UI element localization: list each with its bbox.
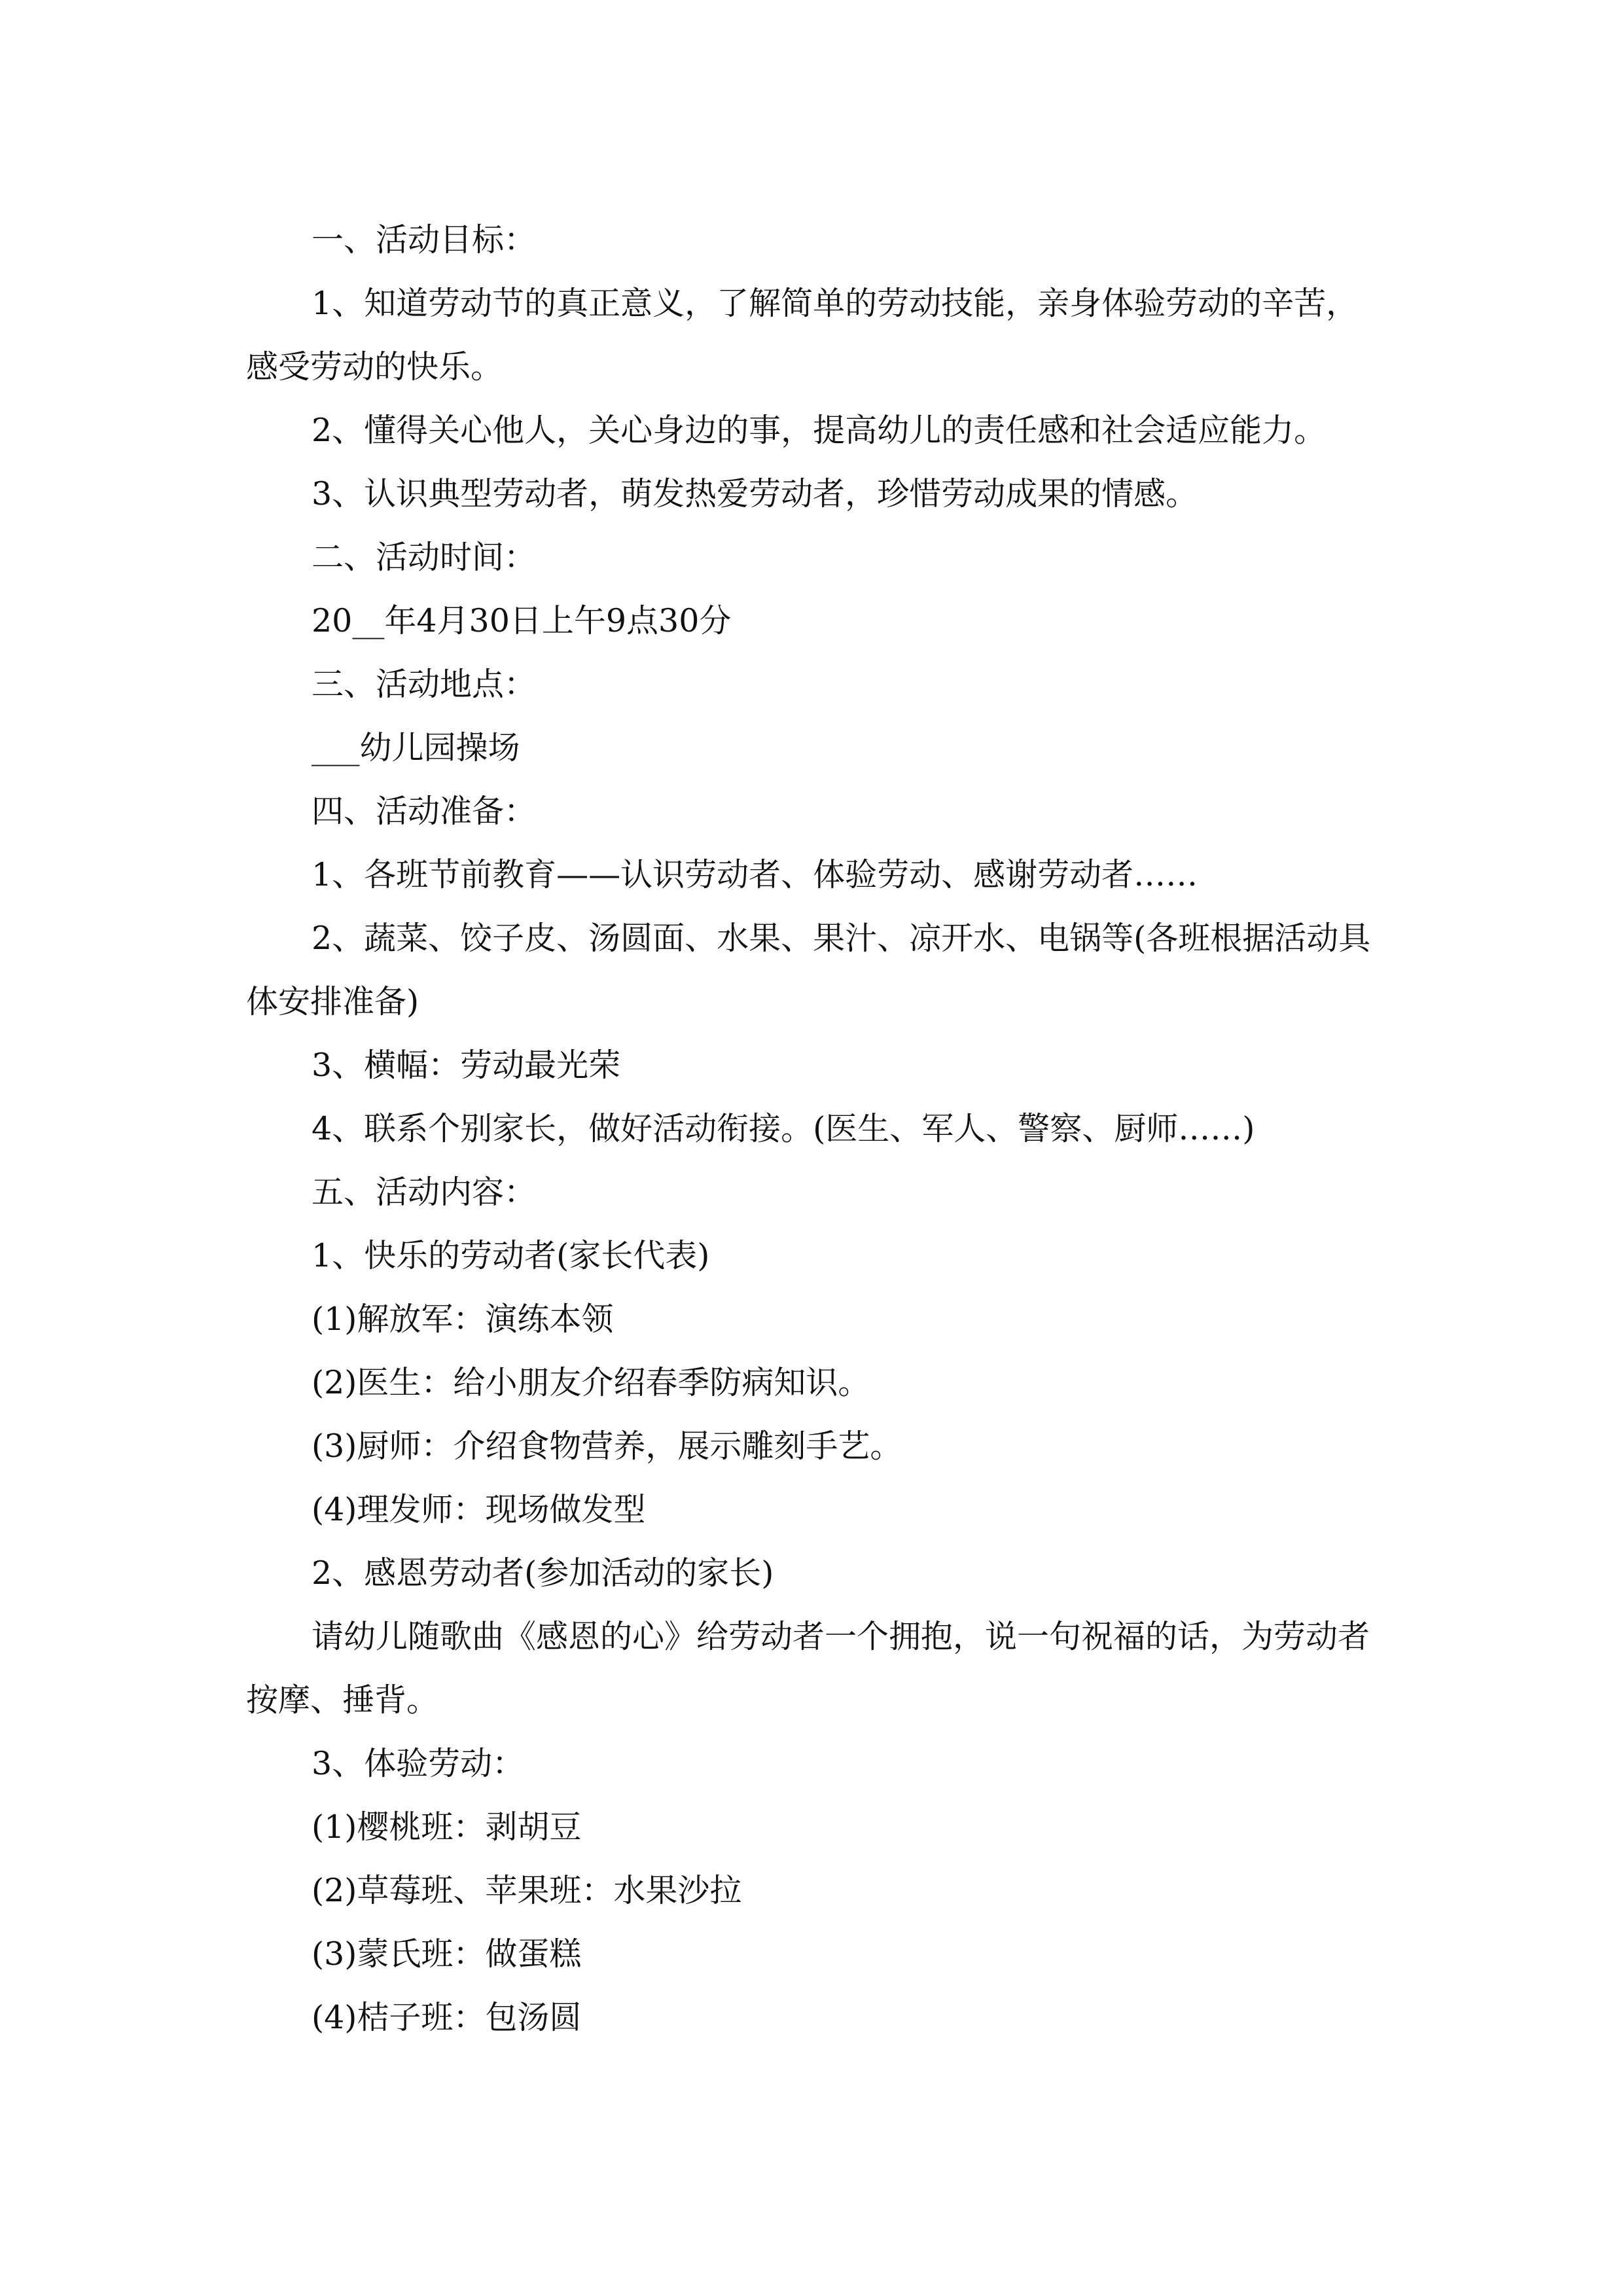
goal-item-2: 2、懂得关心他人，关心身边的事，提高幼儿的责任感和社会适应能力。 (312, 412, 1327, 449)
content-subitem-3-3: (3)蒙氏班：做蛋糕 (312, 1935, 582, 1973)
goal-item-1: 1、知道劳动节的真正意义，了解简单的劳动技能，亲身体验劳动的辛苦，感受劳动的快乐。 (246, 285, 1359, 386)
document-body (246, 208, 1385, 2049)
content-subitem-3-2: (2)草莓班、苹果班：水果沙拉 (312, 1872, 742, 1909)
content-subitem-1-3: (3)厨师：介绍食物营养，展示雕刻手艺。 (312, 1427, 902, 1465)
preparation-item-4: 4、联系个别家长，做好活动衔接。(医生、军人、警察、厨师……) (312, 1110, 1255, 1147)
activity-time: 20__年4月30日上午9点30分 (312, 602, 732, 639)
section-heading-goals: 一、活动目标： (312, 221, 537, 259)
section-heading-preparation: 四、活动准备： (312, 793, 537, 830)
preparation-item-1: 1、各班节前教育——认识劳动者、体验劳动、感谢劳动者…… (312, 856, 1198, 893)
preparation-item-3: 3、横幅：劳动最光荣 (312, 1047, 621, 1084)
activity-location: ___幼儿园操场 (312, 729, 520, 766)
section-heading-time: 二、活动时间： (312, 539, 537, 576)
content-subitem-1-4: (4)理发师：现场做发型 (312, 1491, 646, 1528)
section-heading-content: 五、活动内容： (312, 1174, 537, 1211)
goal-item-3: 3、认识典型劳动者，萌发热爱劳动者，珍惜劳动成果的情感。 (312, 475, 1198, 512)
content-subitem-1-1: (1)解放军：演练本领 (312, 1300, 614, 1338)
section-heading-location: 三、活动地点： (312, 666, 537, 703)
content-subitem-1-2: (2)医生：给小朋友介绍春季防病知识。 (312, 1364, 870, 1401)
preparation-item-2: 2、蔬菜、饺子皮、汤圆面、水果、果汁、凉开水、电锅等(各班根据活动具体安排准备) (246, 920, 1371, 1020)
content-item-1: 1、快乐的劳动者(家长代表) (312, 1237, 710, 1274)
content-subitem-3-1: (1)樱桃班：剥胡豆 (312, 1808, 582, 1846)
content-item-2: 2、感恩劳动者(参加活动的家长) (312, 1554, 774, 1592)
content-subitem-3-4: (4)桔子班：包汤圆 (312, 1999, 582, 2036)
content-item-3: 3、体验劳动： (312, 1745, 525, 1782)
content-item-2-description: 请幼儿随歌曲《感恩的心》给劳动者一个拥抱，说一句祝福的话，为劳动者按摩、捶背。 (246, 1618, 1370, 1719)
